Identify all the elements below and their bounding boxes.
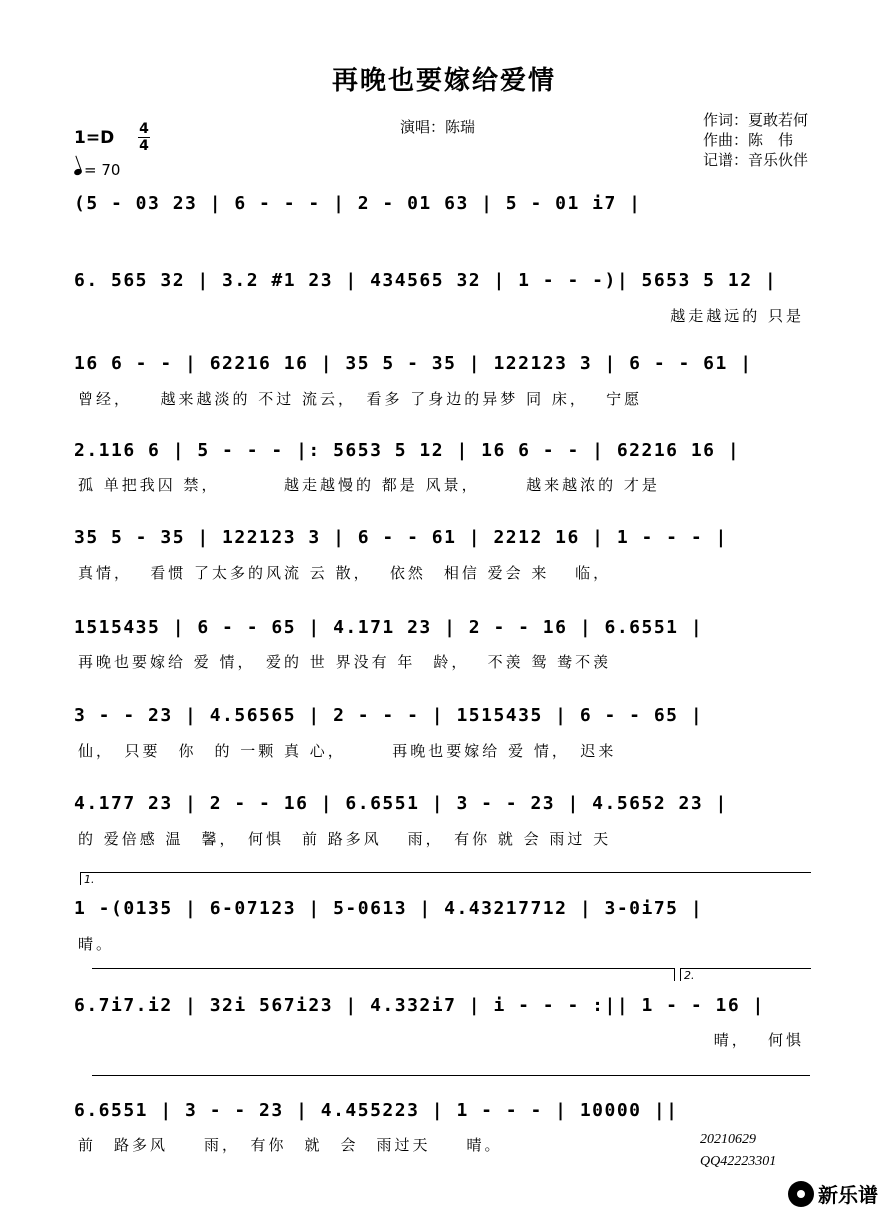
transcriber-qq: QQ42223301 [700,1154,777,1169]
site-logo: 新乐谱 [788,1179,878,1208]
page-title: 再晚也要嫁给爱情 [331,66,556,96]
key-signature: 1=D [74,128,115,148]
music-line: 35 5 - 35 | 122123 3 | 6 - - 61 | 2212 16 | 1 - - - | [74,527,728,548]
credits [703,110,808,170]
lyric-line: 真情， 看惯 了太多的风流 云 散， 依然 相信 爱会 来 临， [78,564,612,582]
lyric-line: 再晚也要嫁给 爱 情， 爱的 世 界没有 年 龄， 不羡 鸳 鸯不羡 [78,653,612,671]
time-bottom: 4 [139,138,149,154]
music-line: 1515435 | 6 - - 65 | 4.171 23 | 2 - - 16 | 6.6551 | [74,617,704,638]
lyric-line: 晴。 [78,935,115,953]
transcriber: 记谱：音乐伙伴 [703,151,809,169]
time-signature [138,121,150,154]
composer: 作曲：陈 伟 [703,131,794,149]
lyric-line: 的 爱倍感 温 馨， 何惧 前 路多风 雨， 有你 就 会 雨过 天 [78,830,612,848]
lyric-line: 越走越远的 只是 [670,307,804,325]
music-line: 6.6551 | 3 - - 23 | 4.455223 | 1 - - - | 10000 || [74,1100,679,1121]
volta-first-cont [92,968,675,981]
music-line: 1 -(0135 | 6-07123 | 5-0613 | 4.43217712 | 3-0i75 | [74,898,704,919]
music-line: 6.7i7.i2 | 32i 567i23 | 4.332i7 | i - - - :|| 1 - - 16 | [74,995,765,1016]
lyric-line: 曾经， 越来越淡的 不过 流云， 看多 了身边的异梦 同 床， 宁愿 [78,390,643,408]
transcription-date: 20210629 [700,1132,756,1147]
lyric-line: 孤 单把我囚 禁， 越走越慢的 都是 风景， 越来越浓的 才是 [78,476,660,494]
volta-second-cont [92,1075,810,1088]
lyric-line: 前 路多风 雨， 有你 就 会 雨过天 晴。 [78,1136,503,1154]
lyric-line: 仙， 只要 你 的 一颗 真 心， 再晚也要嫁给 爱 情， 迟来 [78,742,617,760]
quarter-note-icon [73,168,83,176]
music-line: (5 - 03 23 | 6 - - - | 2 - 01 63 | 5 - 01 i7 | [74,193,642,214]
volta-second: 2. [680,968,811,981]
tempo-mark: = 70 [74,160,120,180]
music-line: 16 6 - - | 62216 16 | 35 5 - 35 | 122123 3 | 6 - - 61 | [74,353,753,374]
music-line: 6. 565 32 | 3.2 #1 23 | 434565 32 | 1 - - -)| 5653 5 12 | [74,270,778,291]
music-line: 4.177 23 | 2 - - 16 | 6.6551 | 3 - - 23 | 4.5652 23 | [74,793,728,814]
vinyl-disc-icon [788,1181,814,1207]
lyricist: 作词：夏敢若何 [703,111,809,129]
singer: 演唱：陈瑞 [400,118,476,136]
music-line: 2.116 6 | 5 - - - |: 5653 5 12 | 16 6 - - | 62216 16 | [74,440,741,461]
time-top: 4 [139,121,149,137]
lyric-line: 晴， 何惧 [713,1031,804,1049]
volta-first: 1. [80,872,811,885]
music-line: 3 - - 23 | 4.56565 | 2 - - - | 1515435 | 6 - - 65 | [74,705,704,726]
